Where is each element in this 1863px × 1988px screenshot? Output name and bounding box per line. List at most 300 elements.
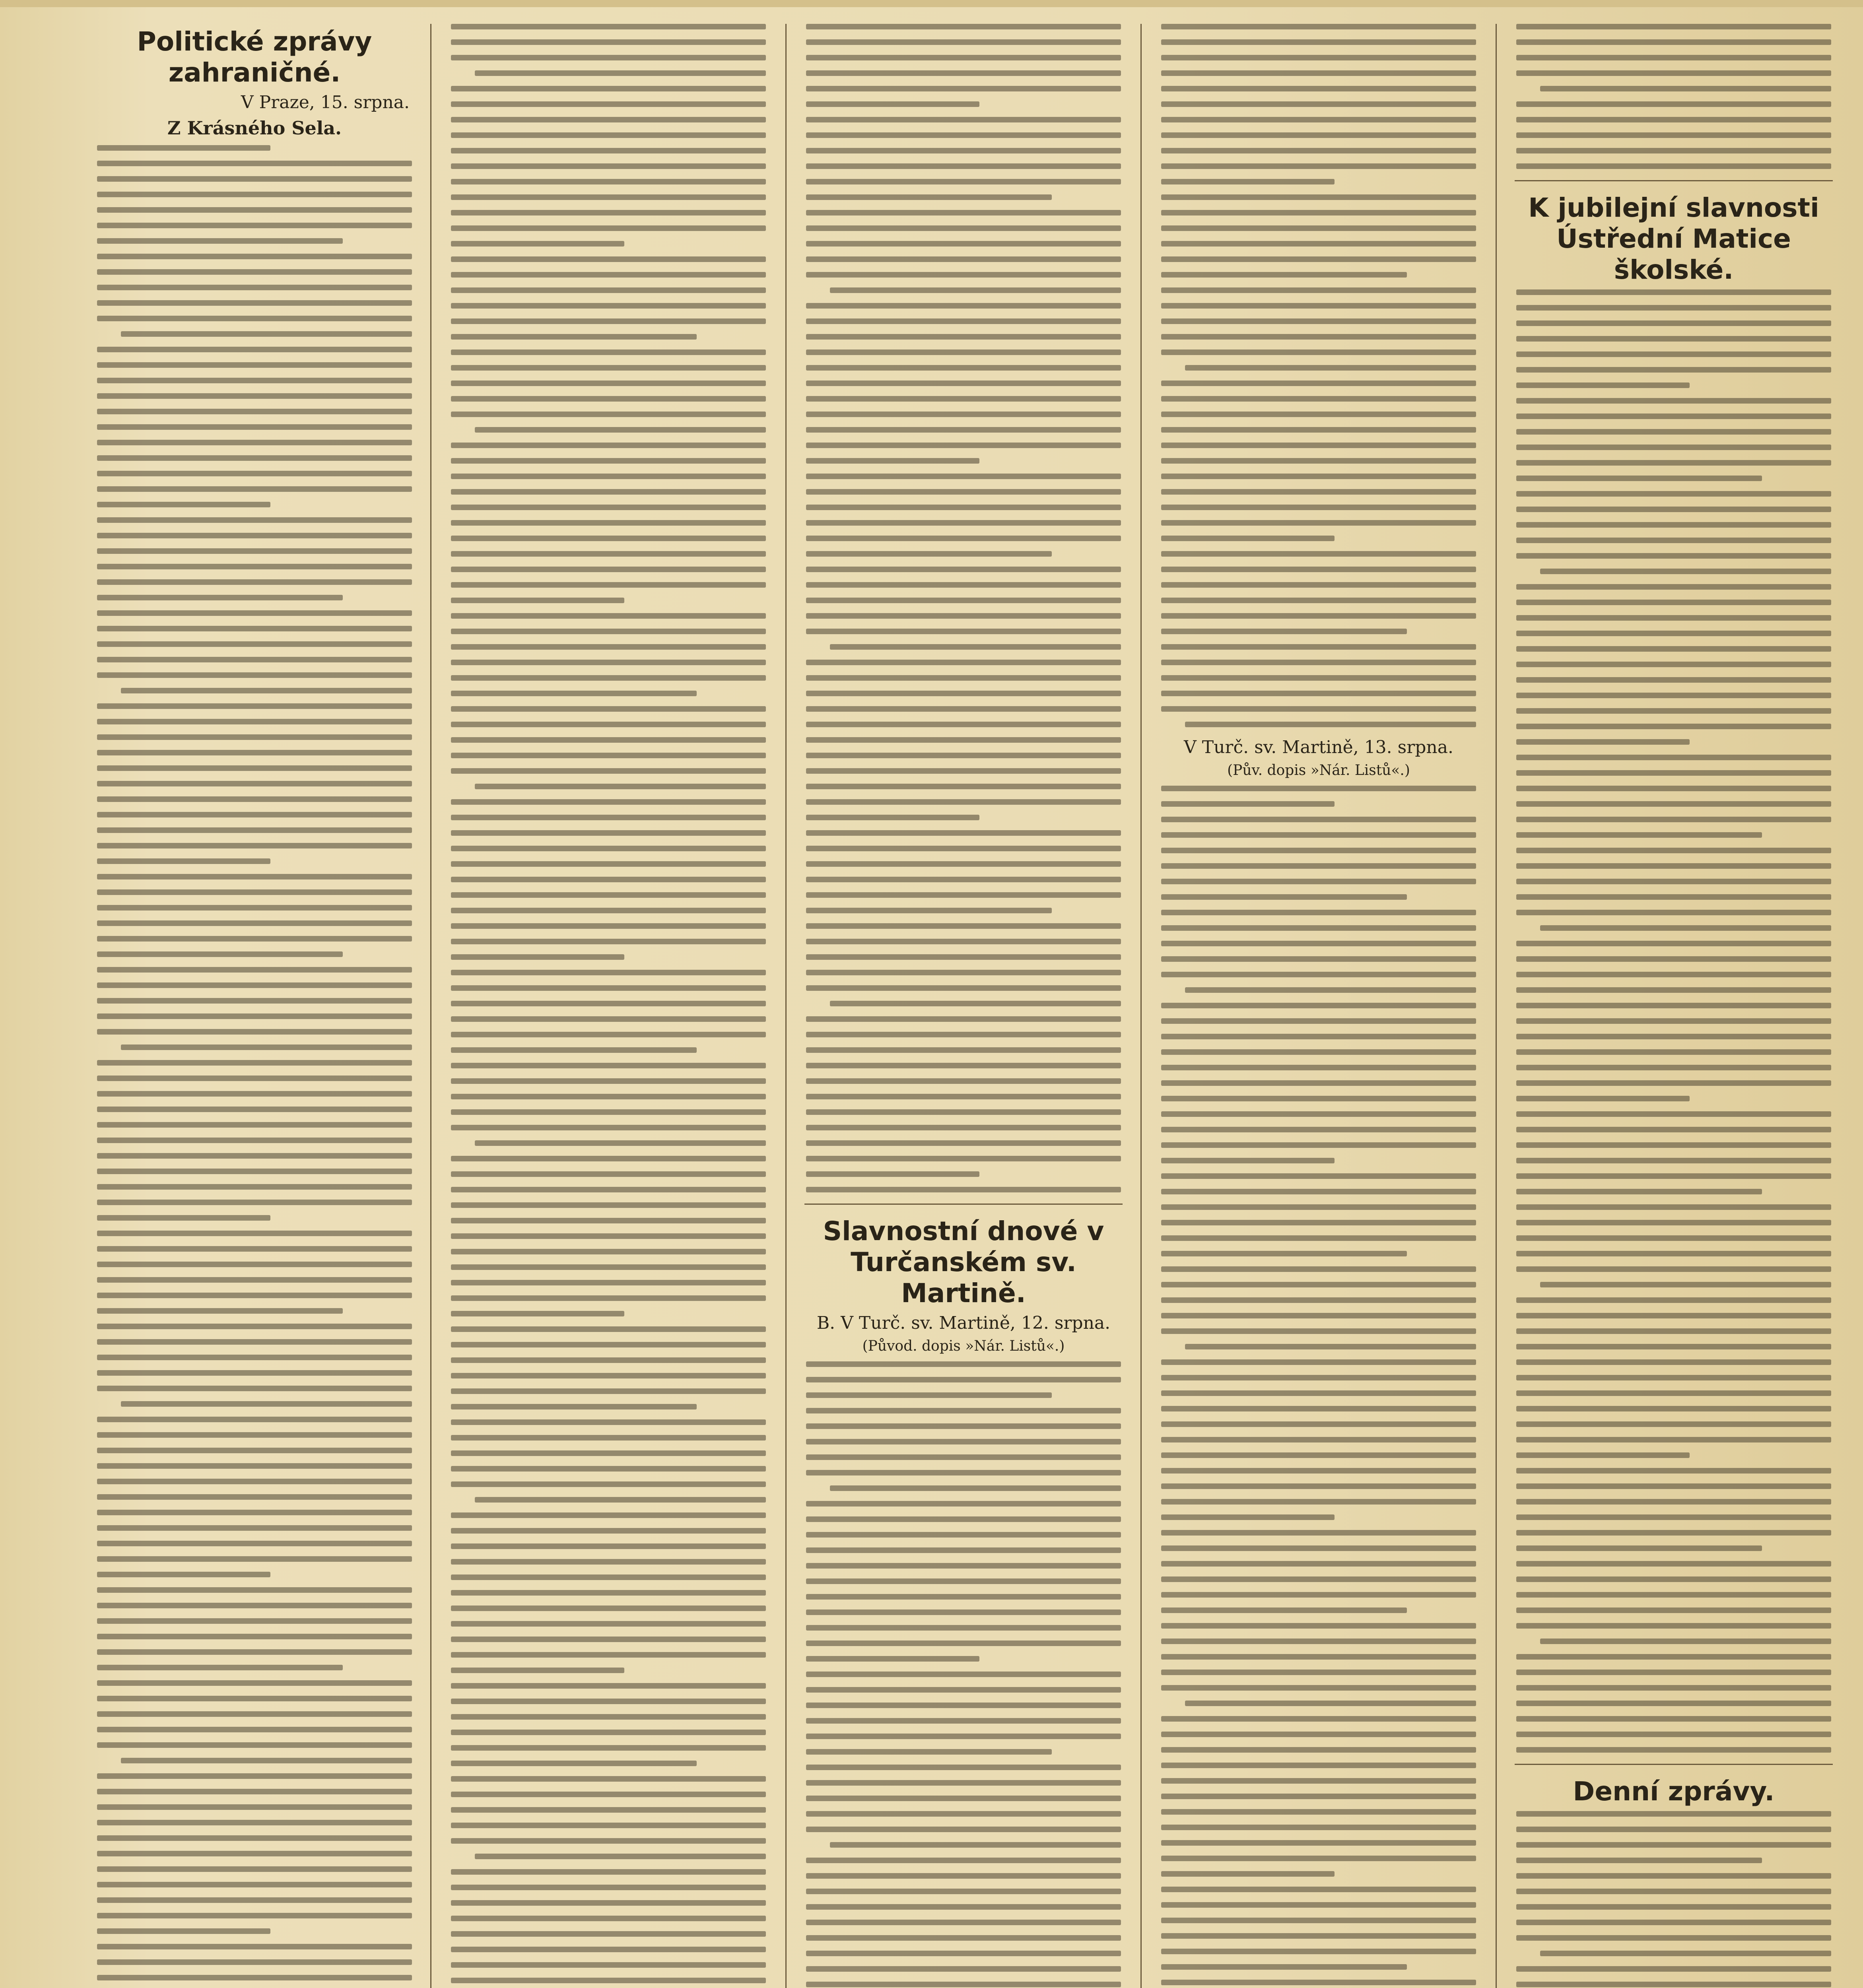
- text-line: [97, 1820, 412, 1825]
- text-line: [1516, 615, 1831, 621]
- text-line: [97, 1231, 412, 1236]
- text-line: [97, 161, 412, 166]
- text-line: [451, 1621, 766, 1627]
- text-line: [1516, 1142, 1831, 1148]
- text-line: [806, 830, 1121, 836]
- text-line: [1516, 522, 1831, 528]
- text-line: [97, 455, 412, 461]
- text-line: [1516, 1889, 1831, 1894]
- dateline-prague: V Praze, 15. srpna.: [241, 92, 410, 113]
- text-line: [806, 1718, 1121, 1724]
- text-line: [97, 1928, 270, 1934]
- text-line: [121, 331, 412, 337]
- text-line: [806, 551, 1052, 557]
- text-line: [806, 582, 1121, 588]
- text-line: [121, 1401, 412, 1407]
- text-line: [97, 1060, 412, 1066]
- text-line: [97, 781, 412, 786]
- text-line: [97, 1277, 412, 1283]
- text-line: [1540, 1639, 1831, 1644]
- text-line: [451, 334, 697, 340]
- headline-daily-news: Denní zprávy.: [1573, 1776, 1775, 1807]
- text-line: [1161, 1747, 1476, 1753]
- text-line: [1161, 1018, 1476, 1024]
- text-line: [1516, 538, 1831, 543]
- text-line: [1516, 817, 1831, 822]
- text-line: [451, 691, 697, 696]
- text-line: [97, 595, 343, 600]
- text-line: [1516, 351, 1831, 357]
- text-line: [451, 256, 766, 262]
- text-line: [1161, 412, 1476, 417]
- text-line: [451, 365, 766, 371]
- text-line: [1516, 1873, 1831, 1879]
- text-line: [806, 954, 1121, 960]
- text-line: [475, 1854, 766, 1859]
- text-line: [1516, 101, 1831, 107]
- text-line: [1516, 1235, 1831, 1241]
- text-line: [451, 458, 766, 464]
- text-line: [806, 1811, 1121, 1817]
- text-line: [1516, 1034, 1831, 1039]
- text-line: [1161, 1716, 1476, 1722]
- text-line: [1161, 1825, 1476, 1830]
- text-line: [451, 1264, 766, 1270]
- text-line: [1516, 600, 1831, 605]
- text-line: [806, 1594, 1121, 1600]
- text-line: [806, 1470, 1121, 1475]
- text-line: [806, 1609, 1121, 1615]
- text-line: [451, 1187, 766, 1192]
- text-line: [97, 409, 412, 414]
- text-line: [475, 784, 766, 789]
- text-line: [806, 1439, 1121, 1444]
- text-line: [451, 241, 624, 247]
- text-line: [97, 1711, 412, 1717]
- text-line: [1161, 1359, 1476, 1365]
- text-line: [451, 1078, 766, 1084]
- text-line: [806, 39, 1121, 45]
- text-line: [1516, 148, 1831, 153]
- text-line: [1540, 1282, 1831, 1287]
- text-line: [1516, 1452, 1690, 1458]
- text-line: [97, 1975, 412, 1980]
- text-line: [806, 970, 1121, 975]
- text-line: [1161, 675, 1476, 681]
- text-line: [451, 225, 766, 231]
- text-line: [806, 86, 1121, 91]
- text-line: [451, 768, 766, 774]
- text-line: [1516, 1390, 1831, 1396]
- text-line: [1516, 1189, 1762, 1194]
- text-line: [806, 1966, 1121, 1972]
- text-line: [451, 287, 766, 293]
- text-line: [1161, 1421, 1476, 1427]
- text-line: [451, 24, 766, 29]
- text-line: [97, 223, 412, 228]
- text-line: [451, 210, 766, 215]
- column-divider: [1140, 24, 1142, 1988]
- text-line: [806, 179, 1121, 184]
- text-line: [1161, 148, 1476, 153]
- text-line: [806, 1734, 1121, 1739]
- text-line: [97, 1169, 412, 1174]
- text-line: [1161, 70, 1476, 76]
- text-line: [830, 1485, 1121, 1491]
- text-line: [451, 443, 766, 448]
- text-line: [97, 579, 412, 585]
- text-line: [451, 1311, 624, 1316]
- text-line: [830, 287, 1121, 293]
- text-line: [97, 1293, 412, 1298]
- text-line: [806, 1361, 1121, 1367]
- text-line: [1516, 1344, 1831, 1349]
- text-line: [1516, 460, 1831, 466]
- text-line: [1161, 1313, 1476, 1318]
- text-line: [1161, 941, 1476, 946]
- text-line: [1516, 708, 1831, 714]
- text-line: [806, 861, 1121, 867]
- text-line: [1161, 1514, 1335, 1520]
- text-line: [806, 629, 1121, 634]
- text-line: [806, 1377, 1121, 1382]
- text-line: [97, 1618, 412, 1624]
- text-line: [1161, 520, 1476, 526]
- text-line: [97, 1525, 412, 1531]
- column-3: [793, 24, 1135, 1988]
- text-line: [451, 1512, 766, 1518]
- text-line: [1161, 1220, 1476, 1225]
- text-line: [1516, 584, 1831, 590]
- text-line: [451, 1388, 766, 1394]
- text-line: [1516, 910, 1831, 915]
- text-line: [97, 765, 412, 771]
- text-line: [1540, 1951, 1831, 1956]
- text-line: [451, 1419, 766, 1425]
- text-line: [1161, 956, 1476, 962]
- text-line: [97, 1913, 412, 1918]
- text-line: [97, 1138, 412, 1143]
- dateline-martin-13: V Turč. sv. Martině, 13. srpna.: [1183, 737, 1453, 757]
- text-line: [97, 1587, 412, 1593]
- text-line: [475, 427, 766, 433]
- text-line: [1161, 303, 1476, 309]
- text-line: [1516, 305, 1831, 311]
- text-line: [1161, 1607, 1407, 1613]
- text-line: [806, 1171, 979, 1177]
- text-line: [806, 505, 1121, 510]
- text-line: [451, 1730, 766, 1735]
- text-line: [97, 1882, 412, 1887]
- text-line: [97, 951, 343, 957]
- text-line: [451, 1931, 766, 1937]
- text-line: [1161, 1111, 1476, 1117]
- text-line: [1516, 163, 1831, 169]
- text-line: [97, 750, 412, 755]
- text-line: [451, 892, 766, 898]
- text-line: [1540, 925, 1831, 931]
- text-line: [1516, 398, 1831, 404]
- text-line: [1516, 801, 1831, 807]
- text-line: [451, 1357, 766, 1363]
- text-line: [1161, 691, 1476, 696]
- text-line: [806, 194, 1052, 200]
- text-line: [97, 1076, 412, 1081]
- text-line: [1161, 1468, 1476, 1474]
- text-line: [97, 982, 412, 988]
- text-line: [806, 1454, 1121, 1460]
- text-line: [1185, 1344, 1476, 1349]
- text-line: [1516, 693, 1831, 698]
- text-line: [1161, 1096, 1476, 1101]
- column-5: [1503, 24, 1845, 1988]
- text-line: [97, 703, 412, 709]
- text-line: [1185, 722, 1476, 727]
- text-line: [451, 613, 766, 619]
- text-line: [1161, 241, 1476, 247]
- text-line: [1161, 132, 1476, 138]
- text-line: [806, 1547, 1121, 1553]
- text-line: [1161, 786, 1476, 791]
- text-line: [1161, 1003, 1476, 1008]
- text-line: [806, 443, 1121, 448]
- text-line: [1516, 70, 1831, 76]
- text-line: [806, 784, 1121, 789]
- text-line: [451, 1776, 766, 1782]
- text-line: [806, 412, 1121, 417]
- text-line: [451, 598, 624, 603]
- text-line: [1516, 879, 1831, 884]
- text-line: [475, 70, 766, 76]
- text-line: [1161, 1732, 1476, 1737]
- text-line: [451, 520, 766, 526]
- text-line: [806, 1672, 1121, 1677]
- text-line: [1161, 256, 1476, 262]
- text-line: [451, 1543, 766, 1549]
- text-line: [451, 1171, 766, 1177]
- text-line: [1516, 832, 1762, 838]
- text-line: [97, 1417, 412, 1422]
- text-line: [1516, 1437, 1831, 1442]
- text-line: [1516, 1966, 1831, 1972]
- text-line: [97, 1013, 412, 1019]
- text-line: [806, 256, 1121, 262]
- text-line: [451, 1435, 766, 1441]
- text-line: [806, 489, 1121, 495]
- text-line: [97, 145, 270, 151]
- text-line: [1161, 894, 1407, 900]
- text-line: [97, 362, 412, 368]
- text-line: [451, 1001, 766, 1006]
- text-line: [1161, 318, 1476, 324]
- text-line: [1516, 1204, 1831, 1210]
- column-divider: [785, 24, 787, 1988]
- text-line: [1161, 879, 1476, 884]
- text-line: [97, 471, 412, 476]
- text-line: [1161, 1080, 1476, 1086]
- column-2: [437, 24, 779, 1988]
- text-line: [1516, 491, 1831, 497]
- text-line: [451, 55, 766, 60]
- text-line: [1516, 1514, 1831, 1520]
- text-line: [806, 117, 1121, 122]
- text-line: [1516, 1530, 1831, 1536]
- text-line: [451, 1466, 766, 1472]
- text-line: [806, 985, 1121, 991]
- text-line: [1161, 582, 1476, 588]
- headline-martin-festivities: Slavnostní dnové v Turčanském sv. Martině.: [823, 1216, 1104, 1309]
- text-line: [451, 970, 766, 975]
- text-line: [97, 1370, 412, 1376]
- text-line: [97, 424, 412, 430]
- text-line: [1516, 1065, 1831, 1070]
- text-line: [806, 1563, 1121, 1569]
- text-line: [451, 272, 766, 278]
- text-line: [1516, 1499, 1831, 1505]
- text-line: [97, 378, 412, 383]
- text-line: [1516, 320, 1831, 326]
- text-line: [1161, 334, 1476, 340]
- text-line: [806, 1392, 1052, 1398]
- text-line: [806, 1687, 1121, 1693]
- text-line: [1161, 1375, 1476, 1380]
- text-line: [97, 657, 412, 662]
- text-line: [1516, 132, 1831, 138]
- text-line: [451, 194, 766, 200]
- text-line: [806, 1187, 1121, 1192]
- text-line: [451, 412, 766, 417]
- text-line: [1161, 1933, 1476, 1939]
- text-line: [806, 396, 1121, 402]
- text-line: [451, 1869, 766, 1875]
- text-line: [1516, 1920, 1831, 1925]
- text-line: [97, 1572, 270, 1577]
- text-line: [451, 1218, 766, 1223]
- text-line: [1161, 1576, 1476, 1582]
- text-line: [806, 241, 1121, 247]
- text-line: [451, 1094, 766, 1099]
- text-line: [451, 1606, 766, 1611]
- text-line: [451, 536, 766, 541]
- text-line: [1161, 1809, 1476, 1815]
- text-line: [1516, 1701, 1831, 1706]
- text-line: [1516, 1545, 1762, 1551]
- text-line: [1516, 1375, 1831, 1380]
- text-line: [1516, 1111, 1831, 1117]
- text-line: [806, 892, 1121, 898]
- text-line: [1161, 660, 1476, 665]
- text-line: [97, 269, 412, 275]
- text-line: [1516, 1732, 1831, 1737]
- text-line: [806, 1516, 1121, 1522]
- text-line: [1516, 289, 1831, 295]
- text-line: [1161, 1499, 1476, 1505]
- text-line: [451, 86, 766, 91]
- text-line: [1516, 987, 1831, 993]
- text-line: [451, 799, 766, 805]
- text-line: [97, 1603, 412, 1608]
- text-line: [806, 55, 1121, 60]
- column-4: [1148, 24, 1490, 1988]
- text-line: [1161, 1840, 1476, 1846]
- text-line: [451, 349, 766, 355]
- text-line: [97, 1773, 412, 1779]
- dateline-martin-12: B. V Turč. sv. Martině, 12. srpna.: [816, 1313, 1111, 1333]
- text-line: [1516, 1747, 1831, 1753]
- text-line: [1161, 848, 1476, 853]
- text-line: [806, 1889, 1121, 1894]
- text-line: [451, 39, 766, 45]
- text-line: [97, 1246, 412, 1252]
- text-line: [1161, 349, 1476, 355]
- article-text-block: [97, 145, 412, 1988]
- text-line: [1516, 1158, 1831, 1163]
- text-line: [806, 660, 1121, 665]
- text-line: [1516, 1982, 1831, 1987]
- text-line: [806, 613, 1121, 619]
- text-line: [1516, 1297, 1831, 1303]
- text-line: [97, 1215, 270, 1221]
- text-line: [806, 598, 1121, 603]
- text-line: [806, 706, 1121, 712]
- text-line: [97, 1200, 412, 1205]
- text-line: [475, 1497, 766, 1503]
- text-line: [451, 629, 766, 634]
- text-line: [1161, 1483, 1476, 1489]
- text-line: [1516, 1623, 1831, 1629]
- text-line: [97, 1308, 343, 1314]
- text-line: [1516, 941, 1831, 946]
- text-line: [97, 533, 412, 538]
- text-line: [451, 163, 766, 169]
- text-line: [1161, 1592, 1476, 1598]
- text-line: [451, 1295, 766, 1301]
- article-text-block: [806, 1361, 1121, 1988]
- text-line: [1516, 1842, 1831, 1848]
- text-line: [1516, 1359, 1831, 1365]
- text-line: [451, 1652, 766, 1658]
- text-line: [97, 1851, 412, 1856]
- text-line: [451, 923, 766, 929]
- text-line: [1516, 863, 1831, 869]
- text-line: [97, 176, 412, 182]
- text-line: [451, 396, 766, 402]
- text-line: [97, 889, 412, 895]
- text-line: [451, 1342, 766, 1347]
- text-line: [1516, 1685, 1831, 1691]
- text-line: [1516, 662, 1831, 667]
- headline-foreign-politics: Politické zprávy zahraničné.: [137, 26, 372, 88]
- text-line: [1161, 1437, 1476, 1442]
- section-divider: [804, 1204, 1123, 1205]
- text-line: [806, 318, 1121, 324]
- text-line: [1161, 427, 1476, 433]
- text-line: [451, 1823, 766, 1828]
- text-line: [97, 1432, 412, 1438]
- text-line: [451, 1668, 624, 1673]
- text-line: [1161, 1328, 1476, 1334]
- text-line: [97, 1541, 412, 1546]
- text-line: [451, 1063, 766, 1068]
- text-line: [97, 254, 412, 259]
- text-line: [97, 967, 412, 973]
- text-line: [806, 939, 1121, 944]
- text-line: [97, 905, 412, 911]
- text-line: [1161, 925, 1476, 931]
- text-line: [1161, 458, 1476, 464]
- text-line: [1161, 1530, 1476, 1536]
- text-line: [451, 101, 766, 107]
